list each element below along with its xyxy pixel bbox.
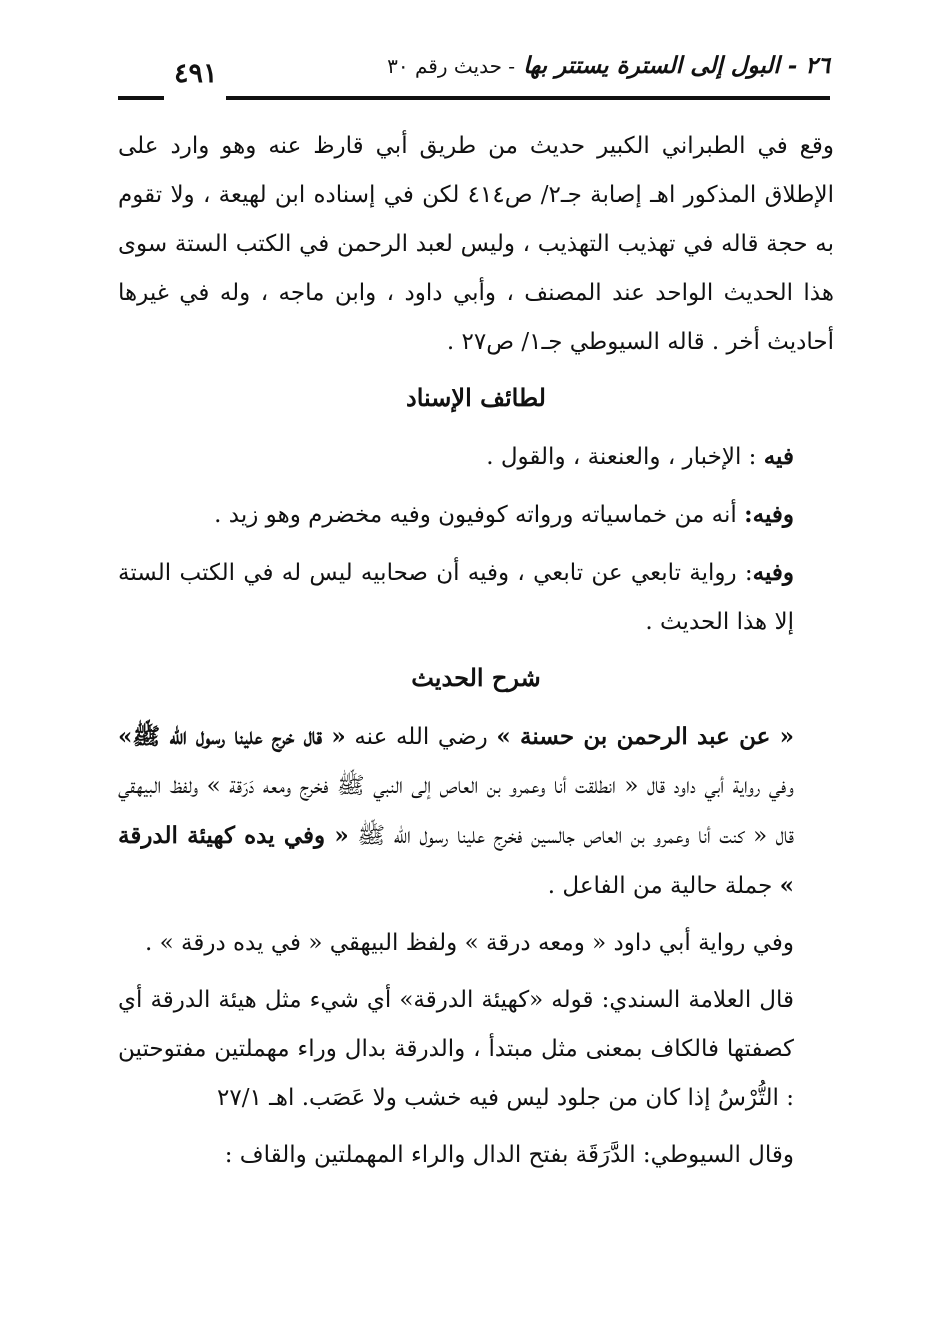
page-number: ٤٩١ bbox=[174, 58, 218, 89]
commentary-paragraph-1 bbox=[118, 712, 834, 911]
section-heading-sharh: شرح الحديث bbox=[411, 663, 541, 692]
chapter-title: ٢٦ - البول إلى السترة يستتر بها bbox=[523, 52, 830, 79]
benefit-text: : رواية تابعي عن تابعي ، وفيه أن صحابيه ليس له في الكتب الستة إلا هذا الحديث . bbox=[118, 560, 794, 635]
benefit-label: فيه bbox=[763, 443, 794, 470]
page-header bbox=[118, 52, 830, 108]
body-text: رضي الله عنه bbox=[345, 724, 497, 750]
running-header bbox=[387, 52, 830, 79]
benefit-label: وفيه bbox=[752, 559, 794, 586]
header-rule-short bbox=[118, 96, 164, 100]
benefit-text: أنه من خماسياته ورواته كوفيون وفيه مخضرم وهو زيد . bbox=[214, 502, 745, 528]
hadith-reference: - حديث رقم ٣٠ bbox=[387, 54, 516, 78]
commentary-paragraph-2: وفي رواية أبي داود « ومعه درقة » ولفظ البيهقي « في يده درقة » . bbox=[145, 930, 794, 956]
benefit-item-2 bbox=[118, 490, 834, 540]
quoted-text: « قال خرج علينا رسول الله ﷺ» bbox=[118, 723, 346, 750]
header-rule-long bbox=[226, 96, 830, 100]
benefit-text: : الإخبار ، والعنعنة ، والقول . bbox=[486, 444, 764, 470]
page-body bbox=[118, 122, 834, 1180]
benefit-item-3 bbox=[118, 548, 834, 647]
commentary-paragraph-3: قال العلامة السندي: قوله «كهيئة الدرقة» أي شيء مثل هيئة الدرقة أي كصفتها فالكاف بمعنى مثل مبتدأ ، والدرقة بدال وراء مهملتين مفتوحتين : التُّرْسُ إذا كان من جلود ليس فيه خشب ولا عَصَب. اهـ ٢٧/١ bbox=[118, 987, 794, 1111]
body-text: جملة حالية من الفاعل . bbox=[547, 873, 780, 899]
quoted-text: « وفي يده كهيئة الدرقة » bbox=[118, 822, 794, 899]
quoted-text: « عن عبد الرحمن بن حسنة » bbox=[496, 723, 795, 750]
benefit-label: وفيه: bbox=[744, 501, 794, 528]
commentary-paragraph-4: وقال السيوطي: الدَّرَقَة بفتح الدال والراء المهملتين والقاف : bbox=[224, 1142, 794, 1168]
paragraph-intro: وقع في الطبراني الكبير حديث من طريق أبي قارظ عنه وهو وارد على الإطلاق المذكور اهـ إصابة جـ٢/ ص٤١٤ لكن في إسناده ابن لهيعة ، ولا تقوم به حجة قاله في تهذيب التهذيب ، وليس لعبد الرحمن في الكتب الستة سوى هذا الحديث الواحد عند المصنف ، وأبي داود ، وابن ماجه ، وله في غيرها أحاديث أخر . قاله السيوطي جـ١/ ص٢٧ . bbox=[118, 133, 834, 355]
body-text: وفي رواية أبي داود قال « انطلقت أنا وعمرو بن العاص إلى النبي ﷺ فخرج ومعه دَرَقة » ولفظ البيهقي قال « كنت أنا وعمرو بن العاص جالسين فخرج علينا رسول الله ﷺ bbox=[118, 773, 794, 849]
section-heading-isnad: لطائف الإسناد bbox=[406, 383, 546, 412]
benefit-item-1 bbox=[118, 432, 834, 482]
